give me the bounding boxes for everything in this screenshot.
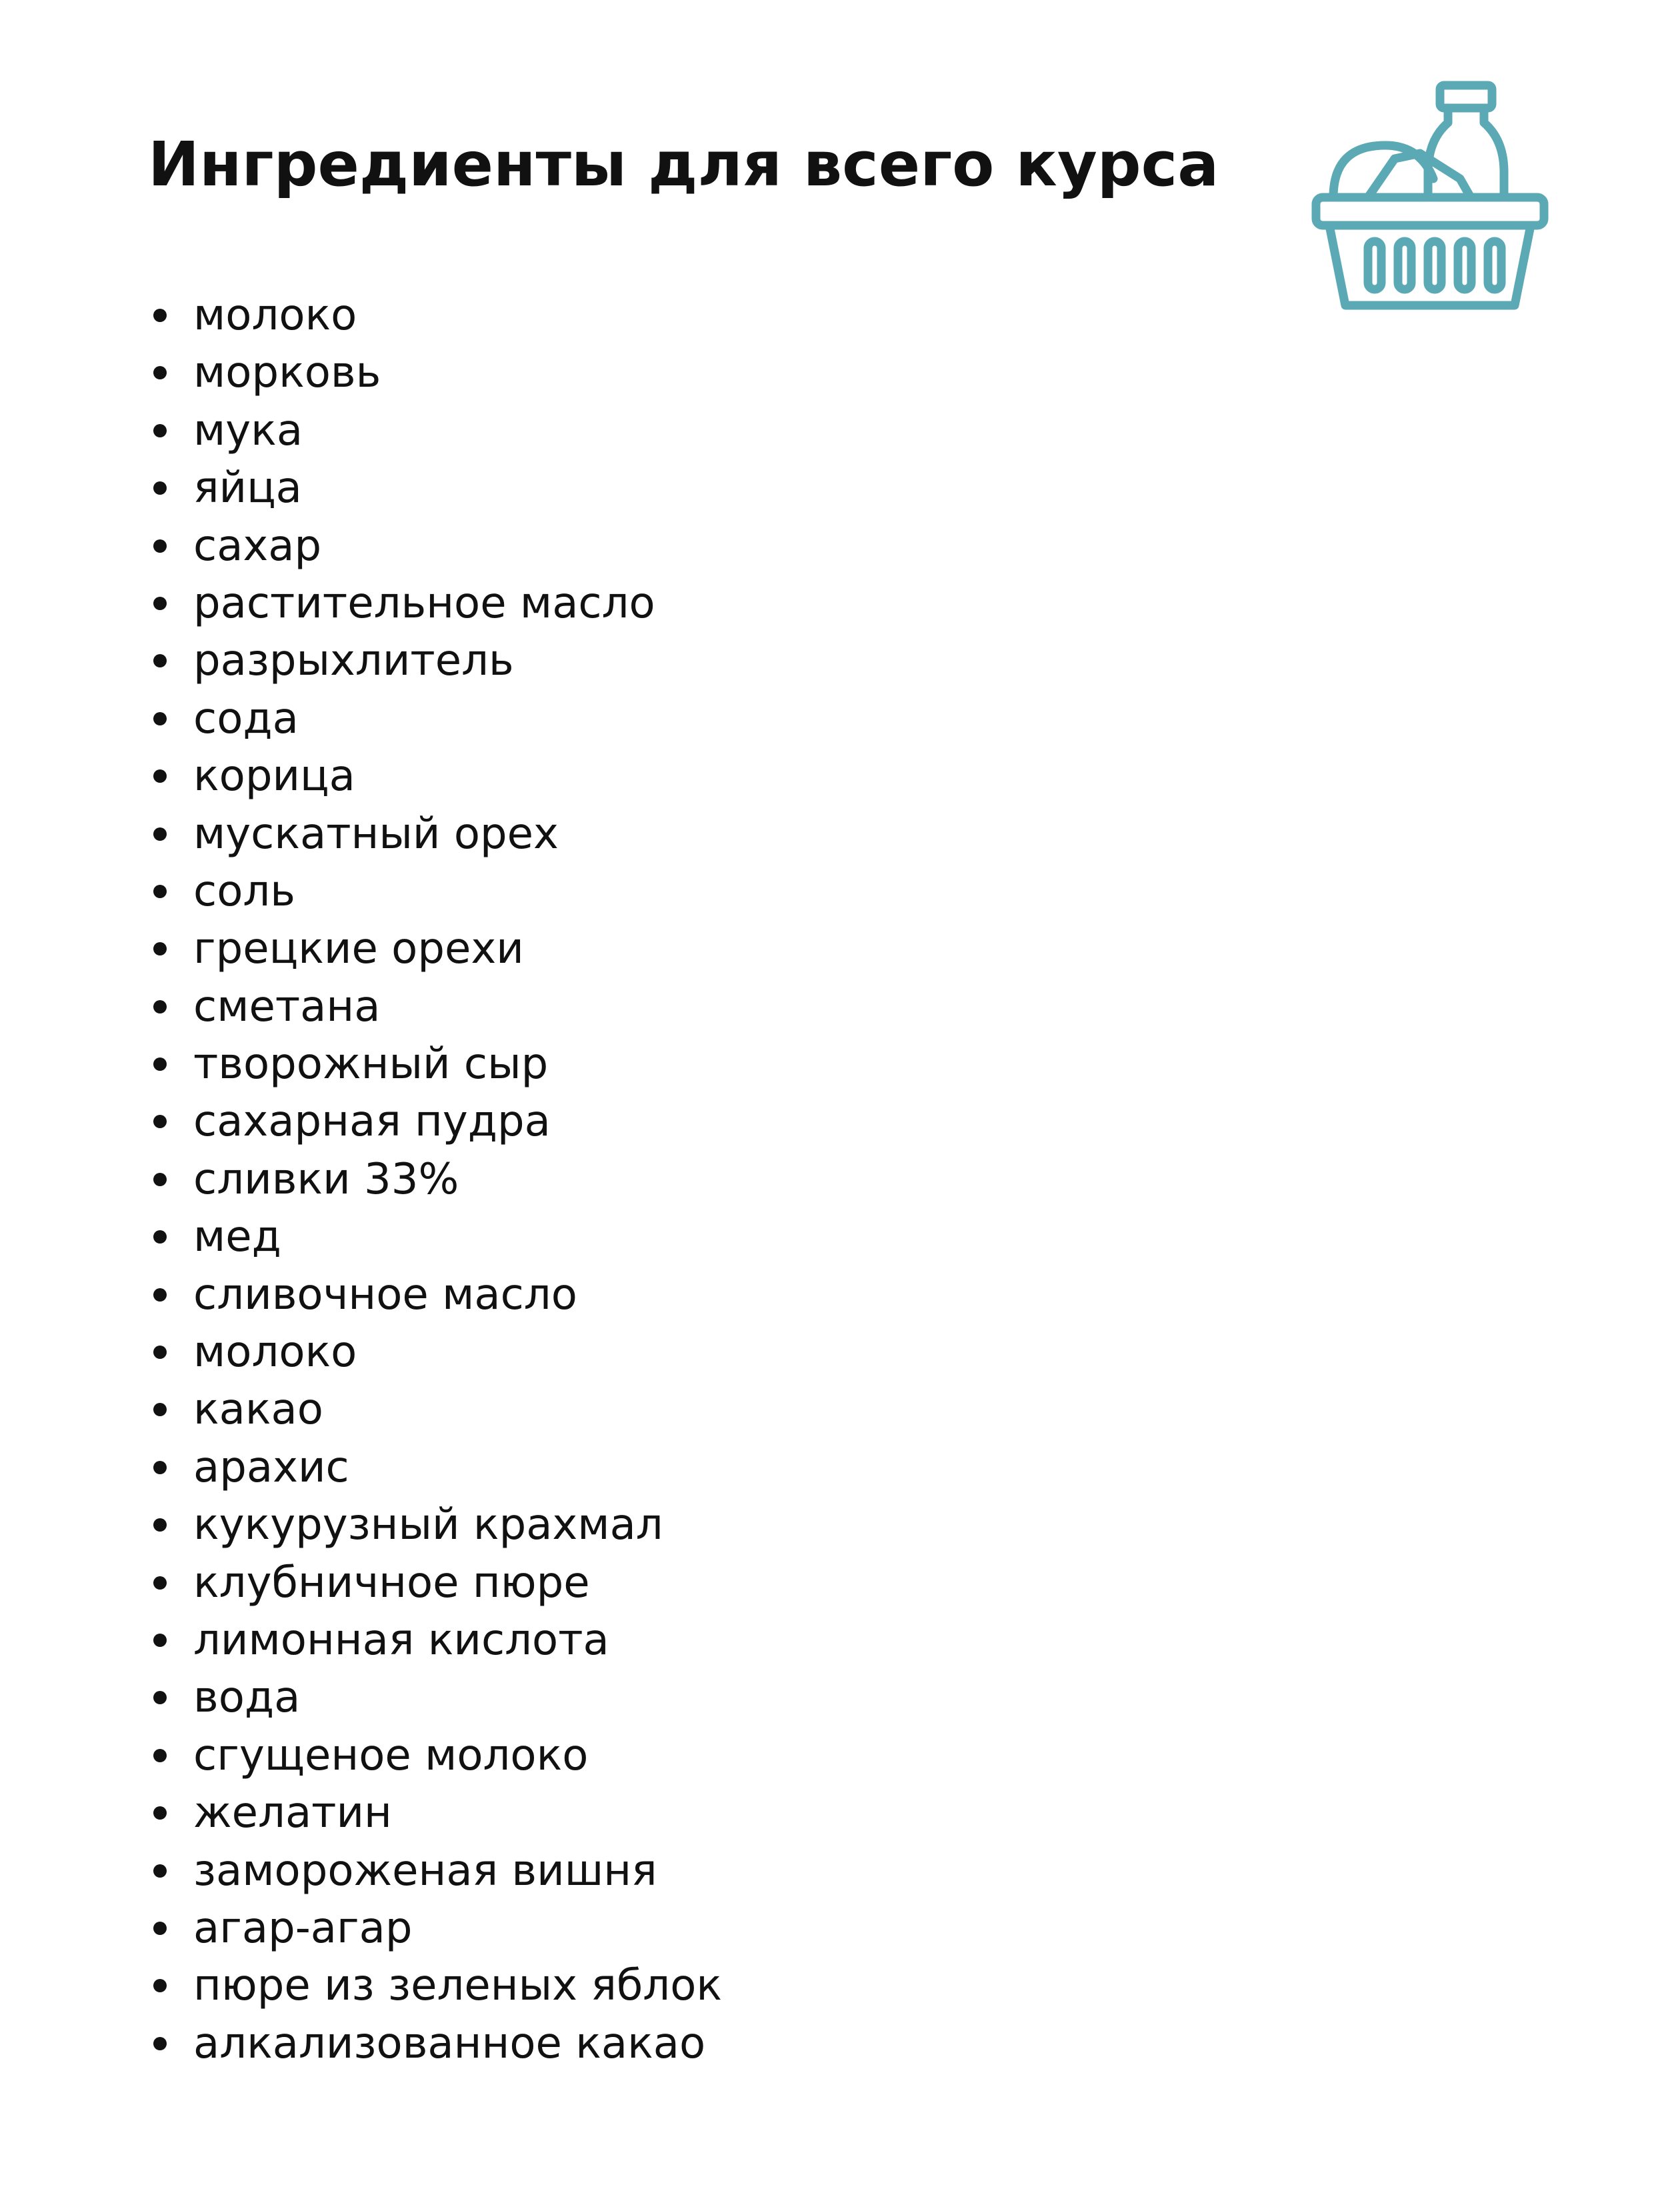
- bullet-icon: [153, 1864, 167, 1878]
- bullet-icon: [153, 942, 167, 955]
- list-item: [148, 1093, 722, 1150]
- ingredient-label: агар-агар: [193, 1903, 413, 1953]
- list-item: [148, 1035, 722, 1093]
- bullet-icon: [153, 1576, 167, 1590]
- ingredient-label: арахис: [193, 1442, 349, 1492]
- list-item: [148, 1784, 722, 1842]
- ingredient-label: замороженая вишня: [193, 1846, 657, 1896]
- bullet-icon: [153, 1173, 167, 1186]
- ingredient-label: сметана: [193, 981, 381, 1031]
- ingredient-label: соль: [193, 866, 295, 916]
- ingredient-label: клубничное пюре: [193, 1558, 590, 1608]
- ingredient-label: сода: [193, 693, 299, 743]
- ingredient-label: мускатный орех: [193, 809, 559, 859]
- list-item: [148, 1957, 722, 2014]
- ingredient-label: какао: [193, 1385, 323, 1435]
- ingredient-list: [148, 287, 722, 2072]
- list-item: [148, 459, 722, 517]
- list-item: [148, 632, 722, 689]
- bullet-icon: [153, 1288, 167, 1302]
- list-item: [148, 287, 722, 344]
- bullet-icon: [153, 1346, 167, 1359]
- ingredient-label: пюре из зеленых яблок: [193, 1961, 722, 2011]
- list-item: [148, 1727, 722, 1784]
- bullet-icon: [153, 309, 167, 322]
- ingredient-label: молоко: [193, 1328, 357, 1378]
- list-item: [148, 1266, 722, 1324]
- bullet-icon: [153, 1403, 167, 1416]
- list-item: [148, 402, 722, 459]
- list-item: [148, 863, 722, 920]
- ingredient-label: сливочное масло: [193, 1270, 577, 1320]
- grocery-basket-icon: [1307, 79, 1553, 319]
- list-item: [148, 978, 722, 1035]
- bullet-icon: [153, 1461, 167, 1474]
- bullet-icon: [153, 1000, 167, 1013]
- bullet-icon: [153, 1922, 167, 1935]
- list-item: [148, 1554, 722, 1612]
- ingredient-label: яйца: [193, 463, 302, 513]
- list-item: [148, 517, 722, 575]
- ingredient-label: разрыхлитель: [193, 636, 514, 686]
- bullet-icon: [153, 654, 167, 667]
- ingredient-label: сахар: [193, 521, 322, 571]
- ingredient-label: растительное масло: [193, 578, 655, 628]
- list-item: [148, 344, 722, 401]
- bullet-icon: [153, 424, 167, 437]
- list-item: [148, 1669, 722, 1726]
- ingredient-label: сливки 33%: [193, 1154, 459, 1204]
- bullet-icon: [153, 366, 167, 379]
- ingredient-label: молоко: [193, 291, 357, 340]
- bullet-icon: [153, 885, 167, 898]
- ingredient-label: корица: [193, 751, 355, 801]
- ingredient-label: алкализованное какао: [193, 2018, 706, 2068]
- bullet-icon: [153, 1691, 167, 1704]
- ingredient-label: лимонная кислота: [193, 1615, 609, 1665]
- list-item: [148, 1496, 722, 1554]
- list-item: [148, 805, 722, 863]
- ingredient-label: сахарная пудра: [193, 1097, 551, 1147]
- ingredient-label: сгущеное молоко: [193, 1730, 589, 1780]
- list-item: [148, 1324, 722, 1381]
- ingredient-label: морковь: [193, 348, 381, 398]
- list-item: [148, 1439, 722, 1496]
- bullet-icon: [153, 597, 167, 610]
- list-item: [148, 1900, 722, 1957]
- list-item: [148, 690, 722, 747]
- bullet-icon: [153, 1230, 167, 1244]
- bullet-icon: [153, 539, 167, 553]
- ingredient-label: мука: [193, 405, 303, 455]
- list-item: [148, 1842, 722, 1900]
- bullet-icon: [153, 769, 167, 783]
- list-item: [148, 1612, 722, 1669]
- bullet-icon: [153, 1115, 167, 1128]
- list-item: [148, 920, 722, 977]
- bullet-icon: [153, 481, 167, 495]
- list-item: [148, 2015, 722, 2072]
- list-item: [148, 575, 722, 632]
- bullet-icon: [153, 1518, 167, 1532]
- list-item: [148, 1151, 722, 1208]
- bullet-icon: [153, 1979, 167, 1992]
- ingredient-label: желатин: [193, 1788, 392, 1838]
- ingredient-label: творожный сыр: [193, 1039, 549, 1089]
- ingredient-label: вода: [193, 1673, 301, 1723]
- bullet-icon: [153, 1749, 167, 1762]
- ingredient-label: грецкие орехи: [193, 924, 524, 974]
- list-item: [148, 1381, 722, 1438]
- list-item: [148, 747, 722, 805]
- ingredient-label: мед: [193, 1212, 281, 1262]
- bullet-icon: [153, 1057, 167, 1071]
- bullet-icon: [153, 1634, 167, 1647]
- bullet-icon: [153, 1806, 167, 1820]
- bullet-icon: [153, 827, 167, 841]
- bullet-icon: [153, 2037, 167, 2050]
- ingredient-label: кукурузный крахмал: [193, 1500, 663, 1550]
- bullet-icon: [153, 712, 167, 725]
- page-title: Ингредиенты для всего курса: [148, 129, 1219, 200]
- list-item: [148, 1208, 722, 1266]
